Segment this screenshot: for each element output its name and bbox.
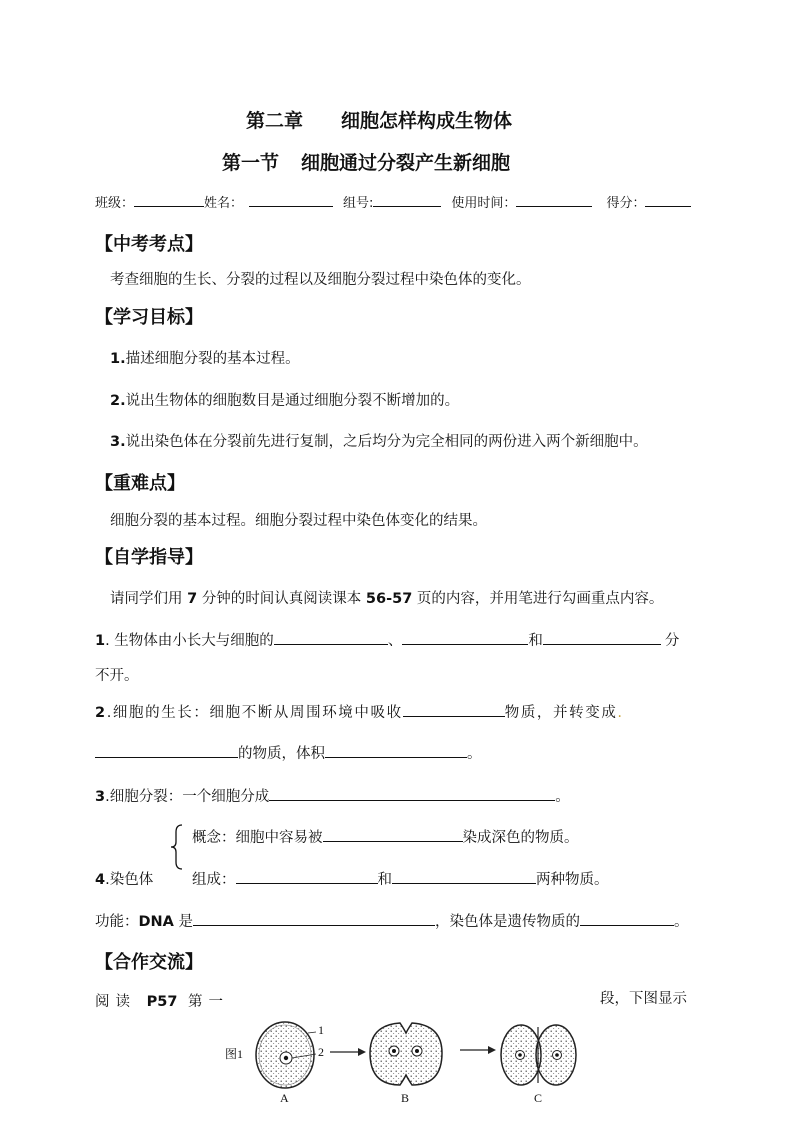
group-field[interactable] [373, 192, 441, 207]
cell-c [501, 1025, 576, 1085]
cell-label-a: A [280, 1091, 289, 1105]
section-title: 细胞通过分裂产生新细胞 [301, 152, 511, 174]
figure-label: 图1 [225, 1047, 244, 1061]
exam-points-title: 【中考考点】 [95, 234, 203, 255]
exam-points-text: 考查细胞的生长、分裂的过程以及细胞分裂过程中染色体的变化。 [110, 272, 531, 288]
answer-blank[interactable] [193, 910, 435, 926]
class-label: 班级： [95, 196, 135, 211]
curly-brace-icon [170, 824, 184, 870]
question-3 [95, 785, 570, 806]
cell-label-c: C [534, 1091, 543, 1105]
name-field[interactable] [249, 192, 333, 207]
cooperate-title: 【合作交流】 [95, 952, 203, 973]
goal-number: 3. [110, 434, 126, 450]
answer-blank[interactable] [392, 868, 536, 884]
self-study-intro [110, 587, 663, 608]
answer-blank[interactable] [543, 629, 661, 645]
info-row [95, 192, 691, 211]
intro-text: 页的内容，并用笔进行勾画重点内容。 [416, 591, 664, 607]
chromosome-concept [192, 826, 579, 847]
question-text: ，染色体是遗传物质的 [435, 914, 581, 931]
question-text: 物质，并转变成 [504, 705, 618, 722]
answer-blank[interactable] [403, 701, 505, 717]
goals-title: 【学习目标】 [95, 307, 203, 328]
answer-blank[interactable] [325, 742, 467, 758]
cell-b [370, 1023, 442, 1085]
question-text: . 生物体由小长大与细胞的 [105, 633, 274, 650]
goal-item [110, 347, 300, 368]
dna-label: DNA [138, 914, 174, 931]
cooperate-read [95, 990, 229, 1011]
question-text: 。 [467, 746, 482, 763]
question-text: 、 [387, 633, 403, 650]
question-text: 两种物质。 [536, 872, 609, 889]
question-number: 2 [95, 705, 107, 722]
question-text: 组成： [192, 872, 236, 889]
intro-text: 分钟的时间认真阅读课本 [201, 591, 362, 607]
question-text: 第一 [188, 994, 230, 1010]
question-2 [95, 701, 624, 722]
question-1 [95, 629, 679, 650]
answer-blank[interactable] [402, 629, 528, 645]
time-label: 使用时间： [451, 196, 517, 211]
question-text: 和 [528, 633, 543, 650]
intro-pages: 56-57 [365, 591, 413, 607]
section-number: 第一节 [222, 152, 280, 174]
key-points-text: 细胞分裂的基本过程。细胞分裂过程中染色体变化的结果。 [110, 513, 487, 529]
question-4 [95, 868, 153, 889]
self-study-title: 【自学指导】 [95, 547, 203, 568]
cell-division-figure [220, 1015, 590, 1123]
question-text: 染成深色的物质。 [462, 830, 579, 847]
question-text: 。 [674, 914, 689, 931]
name-label: 姓名： [204, 196, 244, 211]
cooperate-read-right: 段，下图显示 [600, 991, 687, 1007]
goal-number: 1. [110, 351, 126, 367]
question-text: 是 [178, 914, 194, 931]
question-text: .染色体 [105, 872, 154, 888]
question-text: .细胞分裂：一个细胞分成 [105, 789, 270, 806]
answer-blank[interactable] [274, 629, 388, 645]
answer-blank[interactable] [269, 785, 555, 801]
question-1-continued: 不开。 [95, 668, 139, 684]
key-points-title: 【重难点】 [95, 473, 185, 494]
question-text: 的物质，体积 [238, 746, 325, 763]
question-text: 功能： [95, 914, 139, 931]
question-number: 1 [95, 633, 106, 650]
question-text: 概念：细胞中容易被 [192, 830, 323, 847]
group-label: 组号: [343, 196, 374, 211]
question-text: . [617, 705, 624, 722]
cell-division-diagram [220, 1015, 590, 1123]
intro-text: 请同学们用 [110, 591, 183, 607]
question-text: 。 [555, 789, 570, 806]
question-text: .细胞的生长：细胞不断从周围环境中吸收 [106, 705, 403, 722]
goal-item [110, 389, 459, 410]
chromosome-function [95, 910, 689, 931]
answer-blank[interactable] [95, 742, 238, 758]
question-2-continued [95, 742, 482, 763]
question-text: 分 [664, 633, 680, 650]
score-label: 得分： [606, 196, 646, 211]
intro-minutes: 7 [187, 591, 198, 607]
answer-blank[interactable] [580, 910, 674, 926]
question-number: 3 [95, 789, 106, 806]
arrow-icon [330, 1048, 366, 1056]
callout-2: 2 [318, 1045, 324, 1059]
question-number: 4 [95, 872, 106, 888]
section-heading [222, 148, 510, 175]
goal-text: 说出生物体的细胞数目是通过细胞分裂不断增加的。 [125, 393, 460, 409]
cell-label-b: B [401, 1091, 410, 1105]
goal-text: 描述细胞分裂的基本过程。 [125, 351, 300, 367]
question-text: 和 [377, 872, 392, 889]
answer-blank[interactable] [236, 868, 378, 884]
goal-number: 2. [110, 393, 126, 409]
class-field[interactable] [134, 192, 204, 207]
chapter-title: 细胞怎样构成生物体 [341, 110, 513, 132]
time-field[interactable] [516, 192, 592, 207]
callout-1: 1 [318, 1023, 324, 1037]
question-text: 阅读 [95, 994, 136, 1010]
goal-text: 说出染色体在分裂前先进行复制，之后均分为完全相同的两份进入两个新细胞中。 [125, 434, 648, 450]
goal-item [110, 430, 648, 451]
answer-blank[interactable] [323, 826, 463, 842]
arrow-icon [460, 1046, 496, 1054]
page-ref: P57 [146, 994, 178, 1010]
chapter-heading [246, 106, 512, 133]
chromosome-composition [192, 868, 609, 889]
score-field[interactable] [645, 192, 691, 207]
cell-a [256, 1022, 316, 1088]
chapter-number: 第二章 [246, 110, 304, 132]
